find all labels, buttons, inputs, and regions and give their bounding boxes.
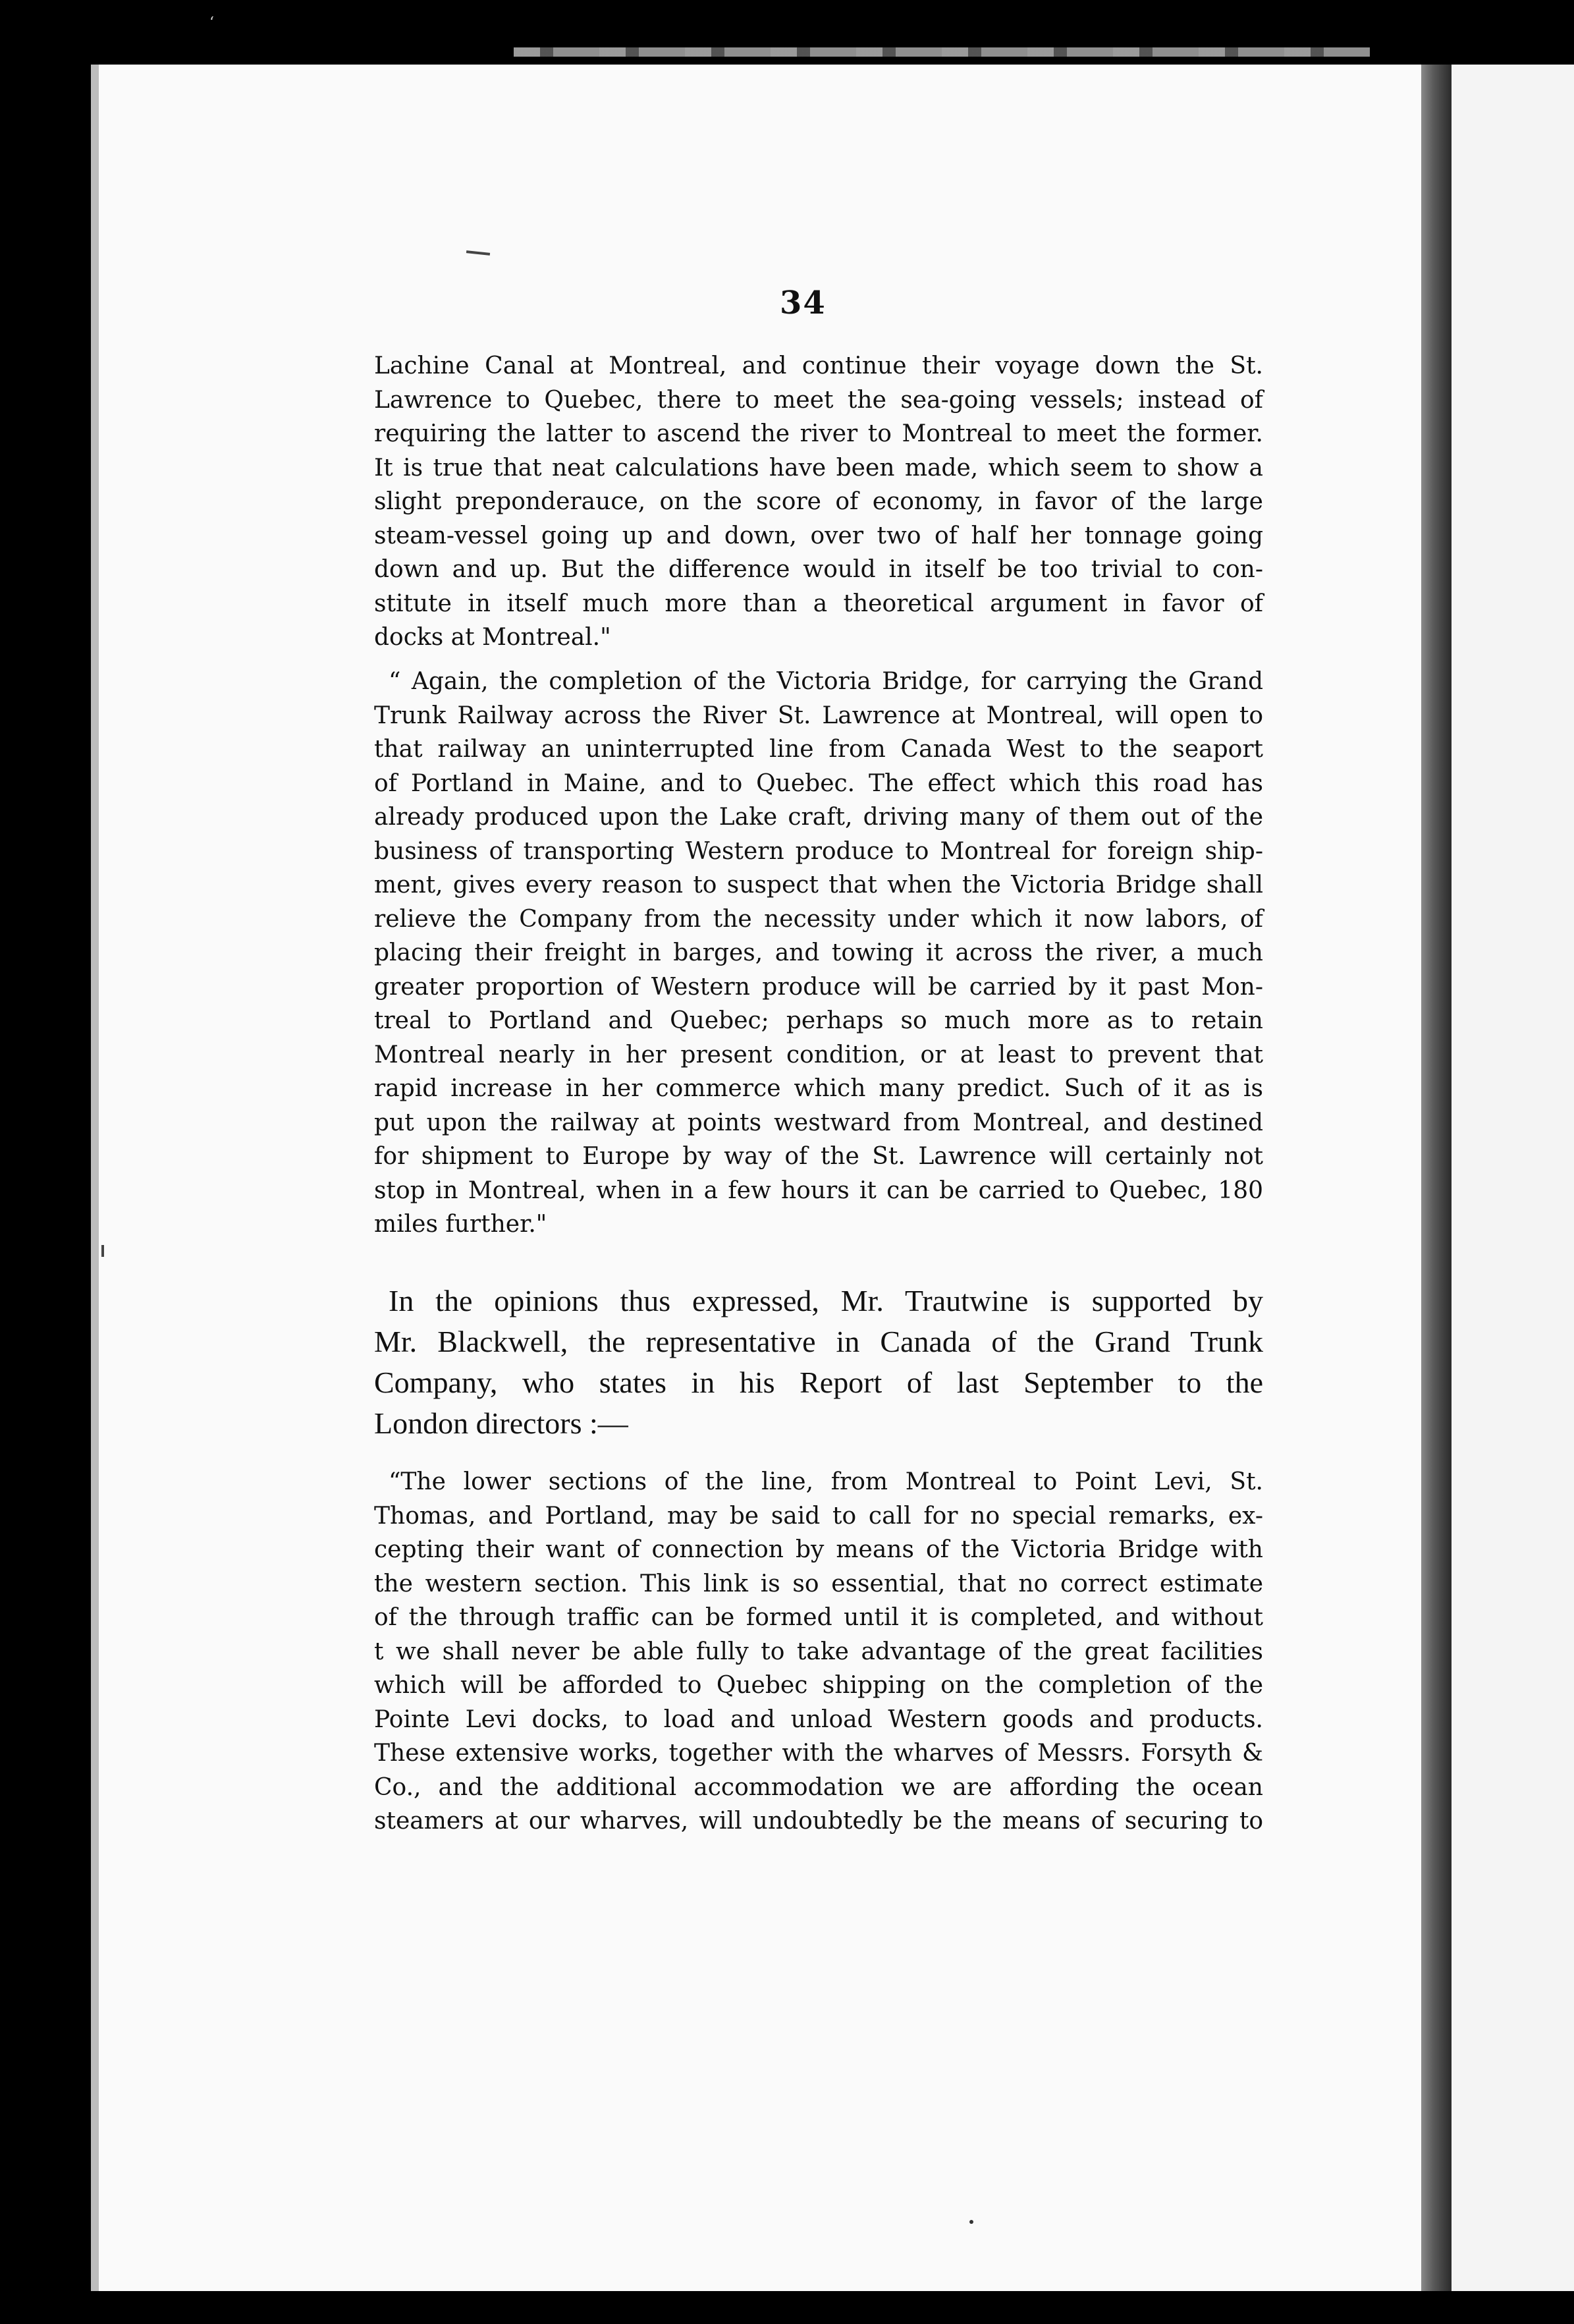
- text-line: for shipment to Europe by way of the St. Lawrence will certainly not: [374, 1143, 1263, 1170]
- text-line: Mr. Blackwell, the representative in Canada of the Grand Trunk: [374, 1325, 1263, 1358]
- text-line: ment, gives every reason to suspect that when the Victoria Bridge shall: [374, 872, 1263, 899]
- page-number: 34: [780, 285, 827, 321]
- text-line: placing their freight in barges, and towing it across the river, a much: [374, 939, 1263, 966]
- text-line: treal to Portland and Quebec; perhaps so much more as to retain: [374, 1007, 1263, 1034]
- text-line: the western section. This link is so essential, that no correct estimate: [374, 1570, 1263, 1597]
- text-line: Montreal nearly in her present condition, or at least to prevent that: [374, 1041, 1263, 1068]
- book-spine: [1421, 65, 1452, 2291]
- text-line: slight preponderauce, on the score of economy, in favor of the large: [374, 488, 1263, 515]
- text-line: “ Again, the completion of the Victoria Bridge, for carrying the Grand: [389, 668, 1263, 695]
- text-line: business of transporting Western produce to Montreal for foreign ship-: [374, 837, 1263, 865]
- quote-paragraph-victoria-bridge: [374, 665, 1263, 1242]
- corner-mark: ‘: [209, 14, 214, 31]
- text-line: requiring the latter to ascend the river to Montreal to meet the former.: [374, 420, 1263, 447]
- text-line: stop in Montreal, when in a few hours it can be carried to Quebec, 180: [374, 1176, 1263, 1204]
- text-line: These extensive works, together with the wharves of Messrs. Forsyth &: [374, 1740, 1263, 1767]
- body-paragraph-blackwell: [374, 1281, 1263, 1444]
- facing-page-edge: [1452, 65, 1574, 2291]
- text-line: rapid increase in her commerce which many predict. Such of it as is: [374, 1075, 1263, 1102]
- text-line: down and up. But the difference would in itself be too trivial to con-: [374, 556, 1263, 583]
- text-line: steam-vessel going up and down, over two of half her tonnage going: [374, 522, 1263, 549]
- text-line: relieve the Company from the necessity under which it now labors, of: [374, 905, 1263, 933]
- text-line: greater proportion of Western produce will be carried by it past Mon-: [374, 973, 1263, 1001]
- text-line: of the through traffic can be formed until it is completed, and without: [374, 1604, 1263, 1631]
- text-line: Lawrence to Quebec, there to meet the sea-going vessels; instead of: [374, 386, 1263, 414]
- page-left-edge: [91, 65, 99, 2291]
- text-line: t we shall never be able fully to take advantage of the great facilities: [374, 1638, 1263, 1665]
- text-line: cepting their want of connection by means of the Victoria Bridge with: [374, 1536, 1263, 1563]
- text-line: which will be afforded to Quebec shipping on the completion of the: [374, 1672, 1263, 1699]
- text-line: Co., and the additional accommodation we are affording the ocean: [374, 1773, 1263, 1801]
- text-line: docks at Montreal.": [374, 624, 611, 651]
- text-line: stitute in itself much more than a theoretical argument in favor of: [374, 590, 1263, 617]
- quote-paragraph-report: [374, 1465, 1263, 1839]
- text-line: London directors :—: [374, 1406, 628, 1440]
- margin-tick-mark: [101, 1245, 104, 1257]
- text-line: In the opinions thus expressed, Mr. Trautwine is supported by: [389, 1284, 1263, 1317]
- text-line: It is true that neat calculations have been made, which seem to show a: [374, 454, 1263, 482]
- text-line: Company, who states in his Report of last September to the: [374, 1366, 1263, 1399]
- text-line: “The lower sections of the line, from Montreal to Point Levi, St.: [389, 1468, 1263, 1495]
- text-line: Lachine Canal at Montreal, and continue their voyage down the St.: [374, 352, 1263, 379]
- text-line: miles further.": [374, 1211, 547, 1238]
- quote-paragraph-continuation: [374, 349, 1263, 655]
- text-line: Pointe Levi docks, to load and unload Western goods and products.: [374, 1705, 1263, 1733]
- text-line: Thomas, and Portland, may be said to call for no special remarks, ex-: [374, 1502, 1263, 1530]
- text-line: already produced upon the Lake craft, driving many of them out of the: [374, 804, 1263, 831]
- text-line: Trunk Railway across the River St. Lawrence at Montreal, will open to: [374, 702, 1263, 729]
- text-line: of Portland in Maine, and to Quebec. The effect which this road has: [374, 769, 1263, 797]
- scan-artifact-top: [514, 47, 1370, 57]
- text-line: that railway an uninterrupted line from Canada West to the seaport: [374, 736, 1263, 763]
- text-line: steamers at our wharves, will undoubtedly be the means of securing to: [374, 1808, 1263, 1835]
- ink-dot-mark: [969, 2220, 973, 2224]
- text-line: put upon the railway at points westward from Montreal, and destined: [374, 1109, 1263, 1136]
